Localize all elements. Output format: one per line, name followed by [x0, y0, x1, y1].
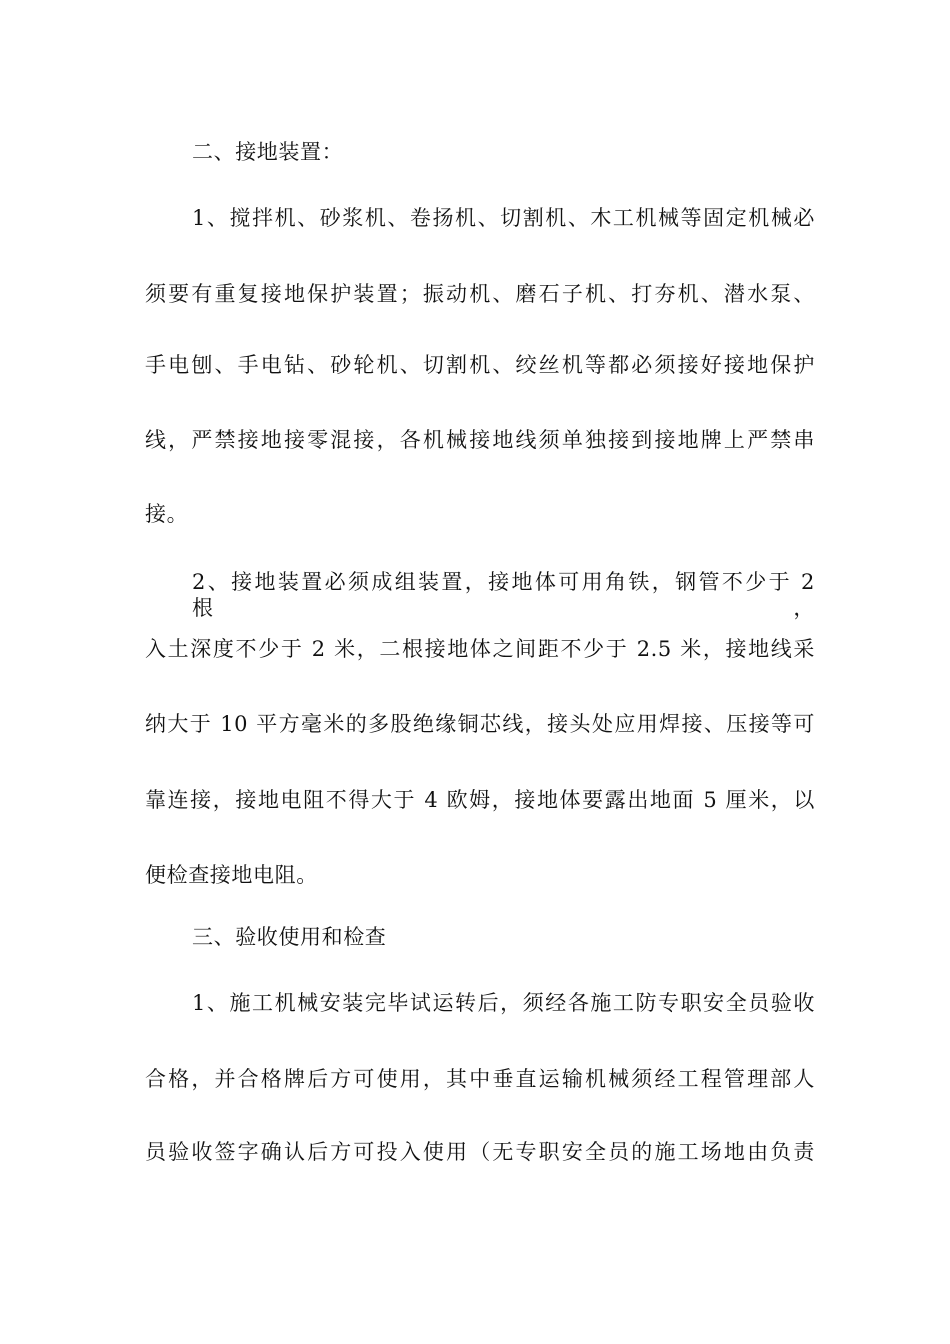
paragraph-line: 1、搅拌机、砂浆机、卷扬机、切割机、木工机械等固定机械必 [192, 206, 815, 230]
paragraph-line: 2、接地装置必须成组装置，接地体可用角铁，钢管不少于 2 根， [192, 570, 815, 620]
paragraph-line: 须要有重复接地保护装置；振动机、磨石子机、打夯机、潜水泵、 [145, 282, 815, 306]
paragraph-line: 手电刨、手电钻、砂轮机、切割机、绞丝机等都必须接好接地保护 [145, 353, 815, 377]
paragraph-line: 纳大于 10 平方毫米的多股绝缘铜芯线，接头处应用焊接、压接等可 [145, 712, 815, 736]
paragraph-line: 员验收签字确认后方可投入使用（无专职安全员的施工场地由负责 [145, 1140, 815, 1164]
paragraph-line: 合格，并合格牌后方可使用，其中垂直运输机械须经工程管理部人 [145, 1067, 815, 1091]
paragraph-line: 1、施工机械安装完毕试运转后，须经各施工防专职安全员验收 [192, 991, 815, 1015]
paragraph-line: 接。 [145, 502, 189, 526]
paragraph-line: 入土深度不少于 2 米，二根接地体之间距不少于 2.5 米，接地线采 [145, 637, 815, 661]
paragraph-line: 线，严禁接地接零混接，各机械接地线须单独接到接地牌上严禁串 [145, 428, 815, 452]
section-heading-acceptance: 三、验收使用和检查 [192, 925, 387, 949]
paragraph-line: 靠连接，接地电阻不得大于 4 欧姆，接地体要露出地面 5 厘米，以 [145, 788, 815, 812]
paragraph-line: 便检查接地电阻。 [145, 863, 318, 887]
section-heading-grounding: 二、接地装置： [192, 140, 344, 164]
